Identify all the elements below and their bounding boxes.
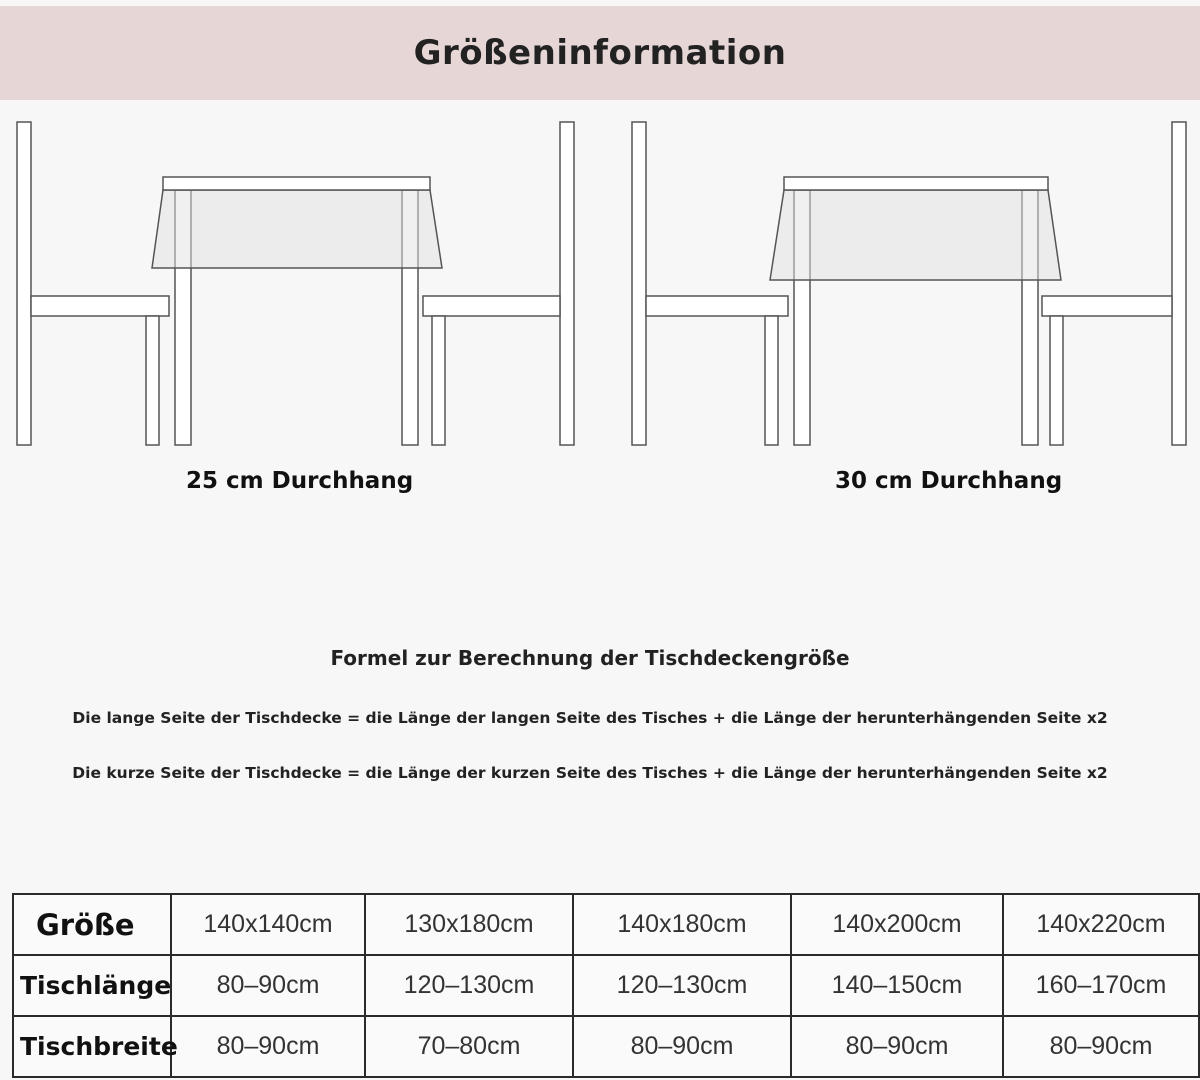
right-chair-seat (1042, 296, 1172, 316)
table-row-table-width (13, 1016, 1199, 1077)
table-cell: 120–130cm (365, 955, 573, 1016)
left-chair-seat (31, 296, 169, 316)
left-chair-backrest (632, 122, 646, 445)
left-chair-leg (146, 316, 159, 445)
table-cell: 80–90cm (573, 1016, 791, 1077)
table-cell: 130x180cm (365, 894, 573, 955)
right-chair-backrest (560, 122, 574, 445)
table-top (784, 177, 1048, 190)
left-chair-backrest (17, 122, 31, 445)
table-cell: 80–90cm (171, 955, 365, 1016)
caption-30cm: 30 cm Durchhang (835, 468, 1063, 494)
row-label: Tischbreite (13, 1016, 171, 1077)
right-chair-leg (432, 316, 445, 445)
table-cell: 160–170cm (1003, 955, 1199, 1016)
page-title: Größeninformation (413, 33, 787, 73)
table-cell: 70–80cm (365, 1016, 573, 1077)
table-cell: 140x140cm (171, 894, 365, 955)
row-label: Tischlänge (13, 955, 171, 1016)
tablecloth-drape (770, 190, 1061, 280)
right-chair-seat (423, 296, 560, 316)
table-cell: 140x200cm (791, 894, 1003, 955)
formula-title: Formel zur Berechnung der Tischdeckengröße (330, 646, 850, 670)
size-table (12, 893, 1200, 1078)
table-cell: 140x220cm (1003, 894, 1199, 955)
right-chair-leg (1050, 316, 1063, 445)
caption-25cm: 25 cm Durchhang (186, 468, 414, 494)
table-top (163, 177, 430, 190)
table-illustration-25cm (5, 110, 595, 460)
header-banner (0, 6, 1200, 100)
table-cell: 80–90cm (171, 1016, 365, 1077)
right-chair-backrest (1172, 122, 1186, 445)
tablecloth-drape (152, 190, 442, 268)
table-cell: 140x180cm (573, 894, 791, 955)
table-illustration-30cm (620, 110, 1200, 460)
left-chair-seat (646, 296, 788, 316)
table-cell: 80–90cm (791, 1016, 1003, 1077)
table-cell: 120–130cm (573, 955, 791, 1016)
table-row-size (13, 894, 1199, 955)
left-chair-leg (765, 316, 778, 445)
table-cell: 80–90cm (1003, 1016, 1199, 1077)
row-label: Größe (13, 894, 171, 955)
formula-short-side: Die kurze Seite der Tischdecke = die Länge der kurzen Seite des Tisches + die Länge der herunterhängenden Seite x2 (72, 764, 1108, 782)
table-cell: 140–150cm (791, 955, 1003, 1016)
table-row-table-length (13, 955, 1199, 1016)
formula-long-side: Die lange Seite der Tischdecke = die Länge der langen Seite des Tisches + die Länge der herunterhängenden Seite x2 (72, 709, 1108, 727)
